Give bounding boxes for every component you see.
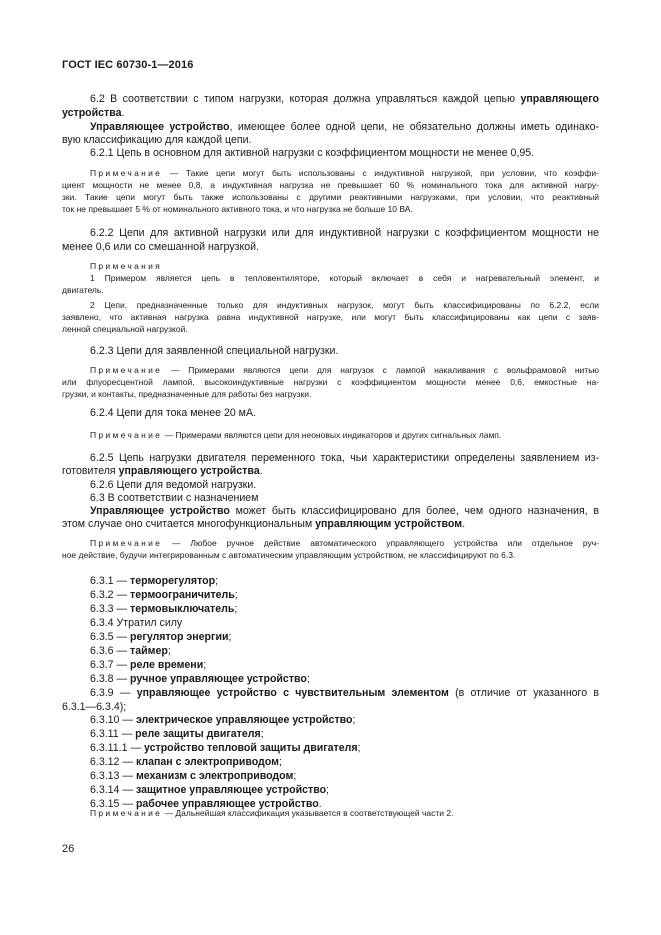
list-item: 6.3.13 — механизм с электроприводом; bbox=[90, 770, 297, 782]
list-item: 6.3.14 — защитное управляющее устройство; bbox=[90, 784, 329, 796]
list-item: 6.3.4 Утратил силу bbox=[90, 617, 183, 629]
paragraph-6-2-5-line1: 6.2.5 Цепь нагрузки двигателя переменного тока, чьи характеристики определены заявлением из- bbox=[90, 452, 599, 464]
note-6-2-1-line3: зки. Такие цепи могут быть также использованы с другими реактивными нагрузками, при условии, что реактивный bbox=[62, 192, 599, 202]
note-6-2-2-2-line1: 2 Цепи, предназначенные только для индуктивных нагрузок, могут быть классифицированы по 6.2.2, если bbox=[90, 300, 599, 310]
document-header: ГОСТ IEC 60730-1—2016 bbox=[62, 59, 194, 71]
classification-list-continued bbox=[62, 713, 599, 811]
list-item: 6.3.5 — регулятор энергии; bbox=[90, 631, 232, 643]
note-6-2-3-line2: или флуоресцентной лампой, высокоиндуктивные нагрузки с коэффициентом мощности менее 0,6, емкостные на- bbox=[62, 377, 599, 387]
list-item: 6.3.10 — электрическое управляющее устройство; bbox=[90, 714, 356, 726]
paragraph-6-2-4: 6.2.4 Цепи для тока менее 20 мА. bbox=[90, 407, 256, 419]
list-item: 6.3.8 — ручное управляющее устройство; bbox=[90, 673, 310, 685]
note-6-2-3-line3: грузки, и контакты, предназначенные для работы без нагрузки. bbox=[62, 389, 312, 399]
paragraph-6-2-line2: устройства. bbox=[62, 107, 125, 119]
list-item: 6.3.7 — реле времени; bbox=[90, 659, 207, 671]
list-item: 6.3.11 — реле защиты двигателя; bbox=[90, 728, 264, 740]
note-6-2-1-line1: Примечание — Такие цепи могут быть использованы с индуктивной нагрузкой, при условии, что коэффи- bbox=[90, 168, 599, 178]
list-item: 6.3.2 — термоограничитель; bbox=[90, 589, 238, 601]
list-item: 6.3.11.1 — устройство тепловой защиты двигателя; bbox=[90, 742, 361, 754]
list-item: 6.3.15 — рабочее управляющее устройство. bbox=[90, 798, 322, 810]
paragraph-6-3: 6.3 В соответствии с назначением bbox=[90, 492, 259, 504]
paragraph-6-2-2-line2: менее 0,6 или со смешанной нагрузкой. bbox=[62, 241, 259, 253]
note-6-2-2-1-line1: 1 Примером является цепь в тепловентиляторе, который включает в себя и нагревательный элемент, и bbox=[90, 273, 599, 283]
list-item: 6.3.12 — клапан с электроприводом; bbox=[90, 756, 282, 768]
list-item-6-3-9-continuation: 6.3.1—6.3.4); bbox=[62, 701, 127, 713]
paragraph-6-2-line1: 6.2 В соответствии с типом нагрузки, которая должна управляться каждой цепью управляющего bbox=[90, 93, 599, 105]
paragraph-multi-circuit-line2: вую классификацию для каждой цепи. bbox=[62, 134, 252, 146]
note-6-2-2-2-line3: ленной специальной нагрузкой. bbox=[62, 324, 188, 334]
paragraph-6-2-2-line1: 6.2.2 Цепи для активной нагрузки или для индуктивной нагрузки с коэффициентом мощности не bbox=[90, 227, 599, 239]
note-6-2-2-1-line2: двигатель. bbox=[62, 285, 104, 295]
classification-list bbox=[62, 574, 599, 700]
paragraph-6-3-body-line2: этом случае оно считается многофункциональным управляющим устройством. bbox=[62, 518, 466, 530]
note-6-2-3-line1: Примечание — Примерами являются цепи для нагрузок с лампой накаливания с вольфрамовой нитью bbox=[90, 365, 599, 375]
list-item: 6.3.3 — термовыключатель; bbox=[90, 603, 238, 615]
note-6-2-2-2-line2: заявлено, что активная нагрузка равна индуктивной нагрузке, или могут быть классифицированы как цепи с заяв- bbox=[62, 312, 599, 322]
paragraph-multi-circuit-line1: Управляющее устройство, имеющее более одной цепи, не обязательно должны иметь одинако- bbox=[90, 121, 599, 133]
paragraph-6-3-body-line1: Управляющее устройство может быть классифицировано для более, чем одного назначения, в bbox=[90, 505, 599, 517]
paragraph-6-2-5-line2: готовителя управляющего устройства. bbox=[62, 465, 263, 477]
note-6-2-1-line4: ток не превышает 5 % от номинального активного тока, и что нагрузка не больше 10 ВА. bbox=[62, 204, 413, 214]
paragraph-6-2-6: 6.2.6 Цепи для ведомой нагрузки. bbox=[90, 479, 257, 491]
list-item: 6.3.6 — таймер; bbox=[90, 645, 171, 657]
note-6-3-line1: Примечание — Любое ручное действие автоматического управляющего устройства или отдельное руч- bbox=[90, 538, 599, 548]
note-6-2-4: Примечание — Примерами являются цепи для неоновых индикаторов и других сигнальных ламп. bbox=[90, 430, 502, 440]
note-6-3-line2: ное действие, будучи интегрированным с автоматическим управляющим устройством, не классифицируют по 6.3. bbox=[62, 550, 516, 560]
notes-heading-6-2-2: Примечания bbox=[90, 261, 163, 271]
note-6-2-1-line2: циент мощности не менее 0,8, а индуктивная нагрузка не превышает 60 % номинального тока для активной нагру- bbox=[62, 180, 599, 190]
paragraph-6-2-3: 6.2.3 Цепи для заявленной специальной нагрузки. bbox=[90, 345, 339, 357]
paragraph-6-2-1: 6.2.1 Цепь в основном для активной нагрузки с коэффициентом мощности не менее 0,95. bbox=[90, 147, 535, 159]
list-item: 6.3.1 — терморегулятор; bbox=[90, 575, 219, 587]
note-final: Примечание — Дальнейшая классификация указывается в соответствующей части 2. bbox=[90, 808, 454, 818]
page-number: 26 bbox=[62, 843, 75, 855]
list-item: 6.3.9 — управляющее устройство с чувствительным элементом (в отличие от указанного в bbox=[90, 687, 599, 699]
